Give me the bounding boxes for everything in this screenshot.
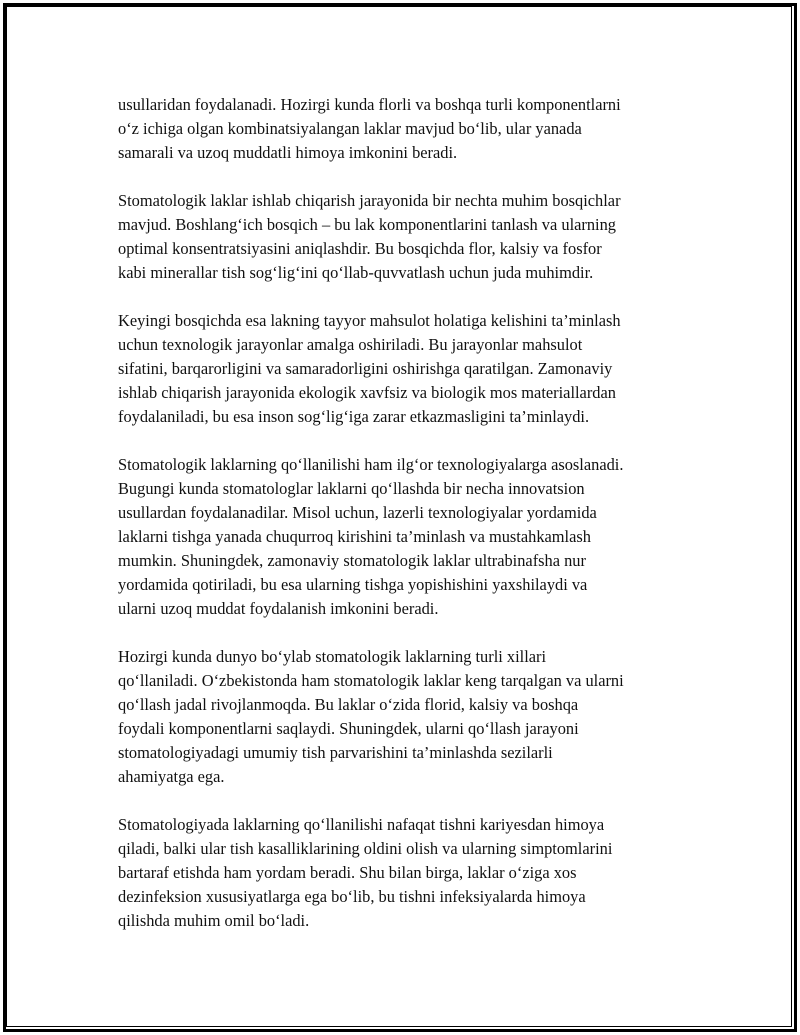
paragraph-5: Hozirgi kunda dunyo bo‘ylab stomatologik laklarning turli xillari qo‘llaniladi. O‘zbekistonda ham stomatologik laklar keng tarqalgan va ularni qo‘llash jadal rivojlanmoqda. Bu laklar o‘zida florid, kalsiy va boshqa foydali komponentlarni saqlaydi. Shuningdek, ularni qo‘llash jarayoni stomatologiyadagi umumiy tish parvarishini ta’minlashda sezilarli ahamiyatga ega.	[118, 647, 624, 786]
paragraph-2: Stomatologik laklar ishlab chiqarish jarayonida bir nechta muhim bosqichlar mavjud. Boshlang‘ich bosqich – bu lak komponentlarini tanlash va ularning optimal konsentratsiyasini aniqlashdir. Bu bosqichda flor, kalsiy va fosfor kabi minerallar tish sog‘lig‘ini qo‘llab-quvvatlash uchun juda muhimdir.	[118, 191, 621, 282]
document-body	[118, 93, 698, 957]
paragraph-1: usullaridan foydalanadi. Hozirgi kunda florli va boshqa turli komponentlarni o‘z ichiga olgan kombinatsiyalangan laklar mavjud bo‘lib, ular yanada samarali va uzoq muddatli himoya imkonini beradi.	[118, 95, 621, 162]
paragraph-3: Keyingi bosqichda esa lakning tayyor mahsulot holatiga kelishini ta’minlash uchun texnologik jarayonlar amalga oshiriladi. Bu jarayonlar mahsulot sifatini, barqarorligini va samaradorligini oshirishga qaratilgan. Zamonaviy ishlab chiqarish jarayonida ekologik xavfsiz va biologik mos materiallardan foydalaniladi, bu esa inson sog‘lig‘iga zarar etkazmasligini ta’minlaydi.	[118, 311, 621, 426]
paragraph-4: Stomatologik laklarning qo‘llanilishi ham ilg‘or texnologiyalarga asoslanadi. Bugungi kunda stomatologlar laklarni qo‘llashda bir necha innovatsion usullardan foydalanadilar. Misol uchun, lazerli texnologiyalar yordamida laklarni tishga yanada chuqurroq kirishini ta’minlash va mustahkamlash mumkin. Shuningdek, zamonaviy stomatologik laklar ultrabinafsha nur yordamida qotiriladi, bu esa ularning tishga yopishishini yaxshilaydi va ularni uzoq muddat foydalanish imkonini beradi.	[118, 455, 624, 618]
paragraph-6: Stomatologiyada laklarning qo‘llanilishi nafaqat tishni kariyesdan himoya qiladi, balki ular tish kasalliklarining oldini olish va ularning simptomlarini bartaraf etishda ham yordam beradi. Shu bilan birga, laklar o‘ziga xos dezinfeksion xususiyatlarga ega bo‘lib, bu tishni infeksiyalarda himoya qilishda muhim omil bo‘ladi.	[118, 815, 613, 930]
